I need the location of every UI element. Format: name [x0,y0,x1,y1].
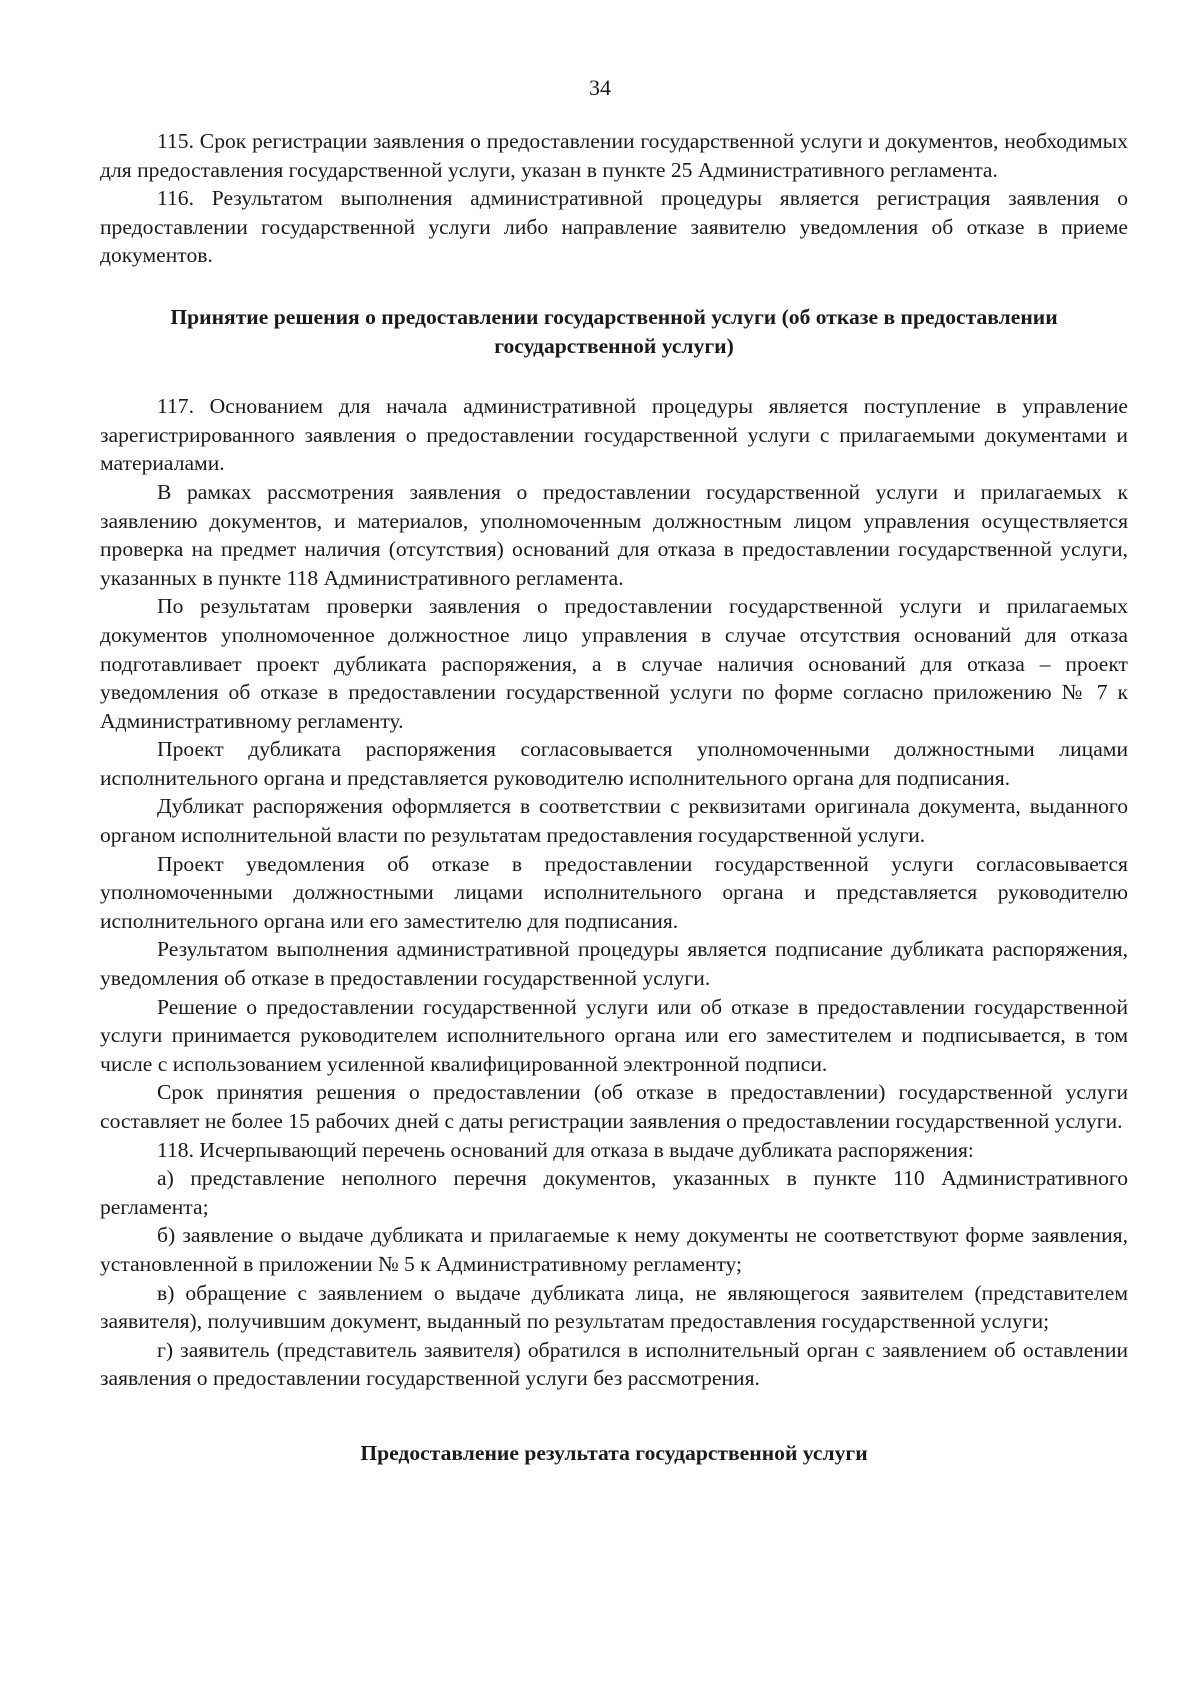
paragraph-116: 116. Результатом выполнения административной процедуры является регистрация заявления о предоставлении государственной услуги либо направление заявителю уведомления об отказе в приеме документов. [100,186,1128,268]
page-number: 34 [589,75,611,100]
section-heading-result: Предоставление результата государственной услуги [360,1440,868,1465]
document-body [100,127,1128,1468]
list-item-v: в) обращение с заявлением о выдаче дубликата лица, не являющегося заявителем (представителем заявителя), получившим документ, выданный по результатам предоставления государственной услуги; [100,1280,1128,1334]
section-heading-decision: Принятие решения о предоставлении государственной услуги (об отказе в предоставлении государственной услуги) [170,304,1058,358]
paragraph-decision-deadline: Срок принятия решения о предоставлении (об отказе в предоставлении) государственной услуги составляет не более 15 рабочих дней с даты регистрации заявления о предоставлении государственной услуги. [100,1080,1128,1133]
list-item-b: б) заявление о выдаче дубликата и прилагаемые к нему документы не соответствуют форме заявления, установленной в приложении № 5 к Административному регламенту; [100,1223,1128,1276]
paragraph-117: 117. Основанием для начала административной процедуры является поступление в управление зарегистрированного заявления о предоставлении государственной услуги с прилагаемыми документами и материалами. [100,394,1128,476]
paragraph-draft-duplicate: Проект дубликата распоряжения согласовывается уполномоченными должностными лицами исполнительного органа и представляется руководителю исполнительного органа для подписания. [100,737,1128,790]
paragraph-check-results: По результатам проверки заявления о предоставлении государственной услуги и прилагаемых документов уполномоченное должностное лицо управления в случае отсутствия оснований для отказа подготавливает проект дубликата распоряжения, а в случае наличия оснований для отказа – проект уведомления об отказе в предоставлении государственной услуги по форме согласно приложению № 7 к Административному регламенту. [100,594,1128,733]
paragraph-115: 115. Срок регистрации заявления о предоставлении государственной услуги и документов, необходимых для предоставления государственной услуги, указан в пункте 25 Административного регламента. [100,129,1128,182]
list-item-a: а) представление неполного перечня документов, указанных в пункте 110 Административного регламента; [100,1166,1128,1219]
paragraph-draft-refusal: Проект уведомления об отказе в предоставлении государственной услуги согласовывается уполномоченными должностными лицами исполнительного органа и представляется руководителю исполнительного органа или его заместителю для подписания. [100,851,1128,933]
paragraph-procedure-result: Результатом выполнения административной процедуры является подписание дубликата распоряжения, уведомления об отказе в предоставлении государственной услуги. [100,937,1128,991]
paragraph-118: 118. Исчерпывающий перечень оснований для отказа в выдаче дубликата распоряжения: [157,1137,974,1162]
paragraph-duplicate-format: Дубликат распоряжения оформляется в соответствии с реквизитами оригинала документа, выданного органом исполнительной власти по результатам предоставления государственной услуги. [100,794,1128,848]
paragraph-decision-signing: Решение о предоставлении государственной услуги или об отказе в предоставлении государственной услуги принимается руководителем исполнительного органа или его заместителем и подписывается, в том числе с использованием усиленной квалифицированной электронной подписи. [100,994,1128,1076]
paragraph-review: В рамках рассмотрения заявления о предоставлении государственной услуги и прилагаемых к заявлению документов, и материалов, уполномоченным должностным лицом управления осуществляется проверка на предмет наличия (отсутствия) оснований для отказа в предоставлении государственной услуги, указанных в пункте 118 Административного регламента. [100,479,1128,590]
list-item-g: г) заявитель (представитель заявителя) обратился в исполнительный орган с заявлением об оставлении заявления о предоставлении государственной услуги без рассмотрения. [100,1337,1128,1391]
